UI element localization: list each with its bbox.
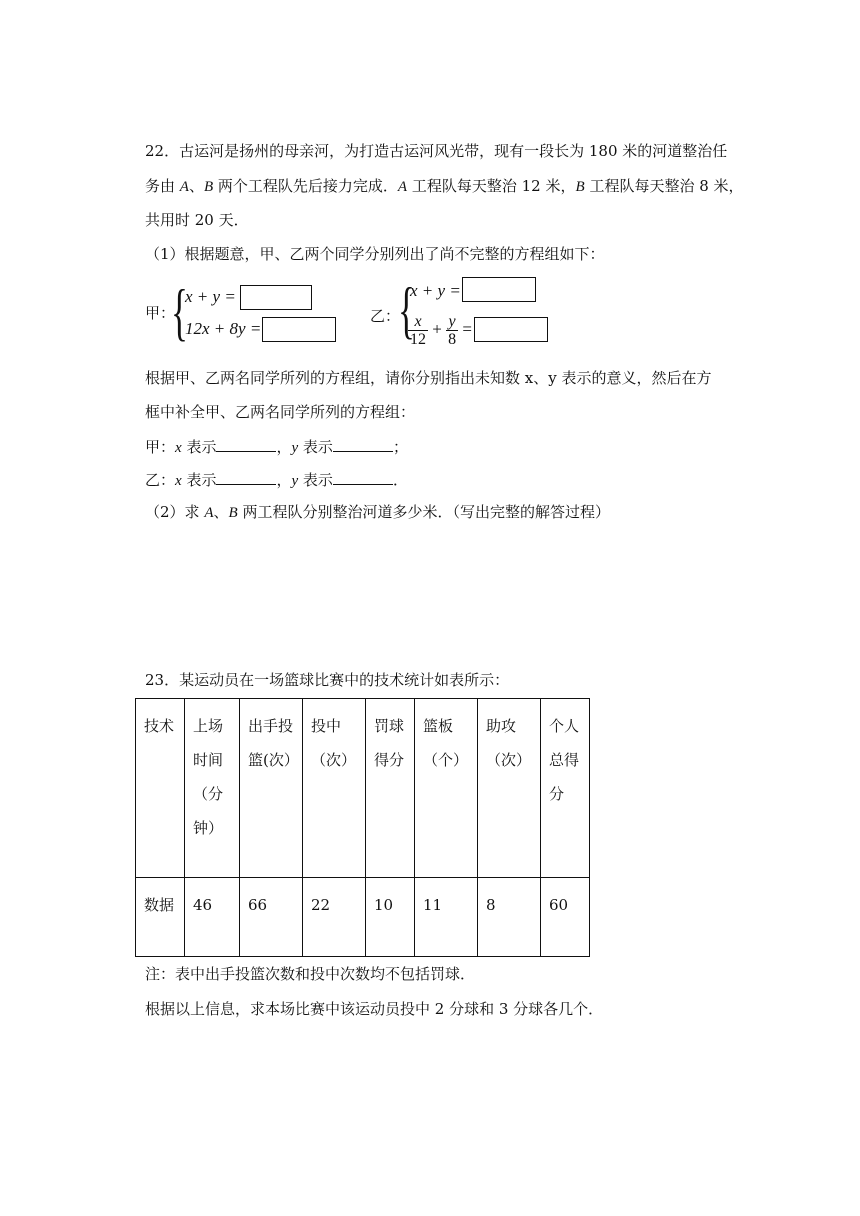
value-cell: 11 bbox=[415, 878, 478, 957]
blank-yi-y[interactable] bbox=[333, 470, 393, 485]
header-cell-2: 出手投 篮(次） bbox=[240, 699, 303, 878]
value-cell: 60 bbox=[541, 878, 590, 957]
value-cell: 66 bbox=[240, 878, 303, 957]
row-label: 数据 bbox=[136, 878, 185, 957]
jia-eq-1: x + y = bbox=[185, 287, 236, 306]
fill-line-jia: 甲：x 表示 ，y 表示 ； bbox=[145, 438, 408, 456]
q22-instr-2: 框中补全甲、乙两名同学所列的方程组： bbox=[145, 403, 416, 421]
jia-answer-box-2[interactable] bbox=[262, 317, 336, 342]
var-a: A bbox=[179, 179, 189, 195]
q23-question: 根据以上信息，求本场比赛中该运动员投中 2 分球和 3 分球各几个． bbox=[145, 1000, 604, 1018]
var-b: B bbox=[203, 179, 214, 195]
q22-instr-1: 根据甲、乙两名同学所列的方程组，请你分别指出未知数 x、y 表示的意义，然后在方 bbox=[145, 369, 712, 387]
sep: 、 bbox=[188, 177, 204, 195]
header-cell-7: 个人 总得 分 bbox=[541, 699, 590, 878]
q22-line-1: 22．古运河是扬州的母亲河，为打造古运河风光带，现有一段长为 180 米的河道整治任 bbox=[145, 142, 728, 160]
q22-line-3: 共用时 20 天． bbox=[145, 211, 249, 229]
var-a: A bbox=[397, 179, 408, 195]
q22-line2-end: 工程队每天整治 8 米， bbox=[584, 177, 744, 195]
q22-part2: （2）求 A、B 两工程队分别整治河道多少米．（写出完整的解答过程） bbox=[145, 503, 610, 521]
header-cell-3: 投中 （次） bbox=[303, 699, 366, 878]
yi-answer-box-1[interactable] bbox=[462, 277, 536, 302]
jia-eq-2: 12x + 8y = bbox=[185, 319, 262, 338]
equals-sign: = bbox=[462, 319, 472, 339]
stats-table bbox=[135, 698, 590, 957]
header-cell-4: 罚球 得分 bbox=[366, 699, 415, 878]
q22-line2-pre: 务由 bbox=[145, 177, 180, 195]
value-cell: 46 bbox=[185, 878, 240, 957]
jia-answer-box-1[interactable] bbox=[240, 285, 312, 310]
jia-brace: { bbox=[171, 276, 188, 347]
fill-line-yi: 乙：x 表示 ，y 表示 ． bbox=[145, 471, 408, 489]
frac-x-12: $\frac{x}{12}$ bbox=[410, 313, 426, 348]
q22-line-2 bbox=[145, 176, 744, 197]
header-cell-6: 助攻 （次） bbox=[478, 699, 541, 878]
var-b: B bbox=[575, 179, 585, 195]
q23-note: 注：表中出手投篮次数和投中次数均不包括罚球． bbox=[145, 965, 476, 983]
table-header-row bbox=[136, 699, 590, 878]
q22-part1: （1）根据题意，甲、乙两个同学分别列出了尚不完整的方程组如下： bbox=[145, 245, 605, 263]
yi-answer-box-2[interactable] bbox=[474, 317, 548, 342]
blank-jia-y[interactable] bbox=[333, 437, 393, 452]
jia-label: 甲： bbox=[145, 304, 176, 322]
yi-eq-2 bbox=[408, 313, 472, 348]
value-cell: 8 bbox=[478, 878, 541, 957]
blank-yi-x[interactable] bbox=[216, 470, 276, 485]
q23-title: 23．某运动员在一场篮球比赛中的技术统计如表所示： bbox=[145, 671, 510, 689]
frac-y-8: $\frac{y}{8}$ bbox=[448, 313, 457, 348]
table-data-row bbox=[136, 878, 590, 957]
header-cell-0: 技术 bbox=[136, 699, 185, 878]
q22-line2-mid: 两个工程队先后接力完成． bbox=[213, 177, 398, 195]
q22-line2-mid2: 工程队每天整治 12 米， bbox=[407, 177, 576, 195]
yi-brace: { bbox=[398, 274, 415, 345]
header-cell-5: 篮板 （个） bbox=[415, 699, 478, 878]
plus-sign: + bbox=[432, 319, 442, 339]
yi-label: 乙： bbox=[370, 307, 401, 325]
value-cell: 10 bbox=[366, 878, 415, 957]
yi-eq-1: x + y = bbox=[410, 281, 461, 300]
value-cell: 22 bbox=[303, 878, 366, 957]
blank-jia-x[interactable] bbox=[216, 437, 276, 452]
header-cell-1: 上场 时间 （分 钟） bbox=[185, 699, 240, 878]
